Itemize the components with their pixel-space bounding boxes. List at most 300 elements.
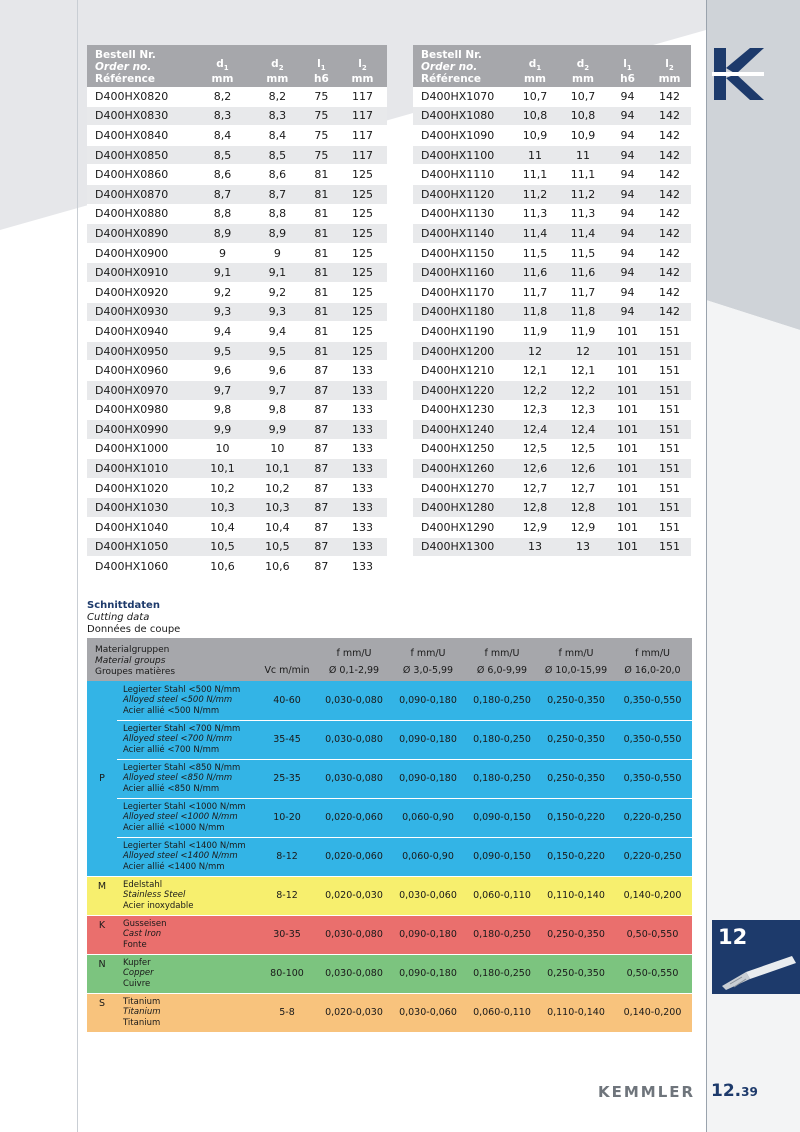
material-description: [117, 681, 257, 720]
feed-value: 0,150-0,220: [539, 837, 613, 876]
order-no-cell: D400HX1180: [413, 302, 511, 322]
l1-cell: 94: [607, 184, 648, 204]
d2-cell: 10: [250, 439, 305, 459]
order-no-cell: D400HX1220: [413, 380, 511, 400]
d1-cell: 9,7: [195, 380, 250, 400]
l1-cell: 101: [607, 459, 648, 479]
l1-cell: 81: [305, 341, 338, 361]
d1-cell: 12: [511, 341, 559, 361]
l2-cell: 117: [338, 87, 387, 106]
l2-cell: 142: [648, 263, 691, 283]
l1-cell: 81: [305, 243, 338, 263]
d1-cell: 8,2: [195, 87, 250, 106]
table-row: [413, 106, 691, 126]
cutting-header-row: [87, 638, 692, 681]
feed-value: 0,030-0,080: [317, 759, 391, 798]
table-row: [87, 224, 387, 244]
material-row: [87, 759, 692, 798]
feed-value: 0,090-0,150: [465, 798, 539, 837]
l2-cell: 125: [338, 224, 387, 244]
l1-cell: 81: [305, 302, 338, 322]
d2-cell: 10,5: [250, 537, 305, 557]
l2-cell: 133: [338, 361, 387, 381]
cutting-title-fr: Données de coupe: [87, 624, 181, 635]
material-name-fr: Acier allié <850 N/mm: [123, 783, 220, 794]
l1-cell: 101: [607, 322, 648, 342]
d1-cell: 11,6: [511, 263, 559, 283]
l2-cell: 125: [338, 322, 387, 342]
l2-cell: 142: [648, 282, 691, 302]
feed-value: 0,110-0,140: [539, 876, 613, 915]
table-row: [87, 341, 387, 361]
order-no-cell: D400HX0900: [87, 243, 195, 263]
l2-cell: 125: [338, 243, 387, 263]
l2-cell: 133: [338, 478, 387, 498]
l2-cell: 117: [338, 126, 387, 146]
l2-cell: 142: [648, 145, 691, 165]
order-no-cell: D400HX1110: [413, 165, 511, 185]
order-no-cell: D400HX1280: [413, 498, 511, 518]
l1-cell: 75: [305, 145, 338, 165]
material-name-en: Copper: [123, 968, 154, 979]
l2-cell: 117: [338, 106, 387, 126]
l1-cell: 94: [607, 224, 648, 244]
material-name-de: Kupfer: [123, 957, 151, 968]
l2-cell: 151: [648, 478, 691, 498]
l2-cell: 142: [648, 302, 691, 322]
table-row: [413, 518, 691, 538]
d1-cell: 12,4: [511, 420, 559, 440]
l1-cell: 101: [607, 537, 648, 557]
d2-cell: 10,8: [559, 106, 607, 126]
l1-cell: 87: [305, 478, 338, 498]
vc-value: 8-12: [257, 876, 317, 915]
order-no-cell: D400HX1120: [413, 184, 511, 204]
feed-value: 0,060-0,90: [391, 837, 465, 876]
material-groups-header: Materialgruppen Material groups Groupes matières: [87, 638, 257, 681]
feed-value: 0,140-0,200: [613, 993, 692, 1032]
d2-cell: 12,9: [559, 518, 607, 538]
material-name-en: Alloyed steel <500 N/mm: [123, 695, 233, 705]
table-row: [87, 322, 387, 342]
order-no-cell: D400HX0840: [87, 126, 195, 146]
material-name-de: Legierter Stahl <1400 N/mm: [123, 840, 246, 851]
feed-value: 0,50-0,550: [613, 954, 692, 993]
feed-value: 0,220-0,250: [613, 798, 692, 837]
l1-cell: 75: [305, 106, 338, 126]
d2-cell: 8,2: [250, 87, 305, 106]
d1-cell: 12,5: [511, 439, 559, 459]
l1-cell: 87: [305, 557, 338, 577]
vc-value: 10-20: [257, 798, 317, 837]
l1-cell: 101: [607, 439, 648, 459]
l1-cell: 101: [607, 341, 648, 361]
l1-cell: 75: [305, 126, 338, 146]
order-no-cell: D400HX0890: [87, 224, 195, 244]
feed-value: 0,060-0,110: [465, 993, 539, 1032]
l1-cell: 101: [607, 498, 648, 518]
order-no-cell: D400HX1300: [413, 537, 511, 557]
order-no-cell: D400HX1100: [413, 145, 511, 165]
d2-cell: 11,1: [559, 165, 607, 185]
l1-cell: 94: [607, 145, 648, 165]
d1-cell: 9,1: [195, 263, 250, 283]
material-name-en: Stainless Steel: [123, 890, 186, 901]
material-name-en: Alloyed steel <700 N/mm: [123, 734, 233, 745]
d1-cell: 11,1: [511, 165, 559, 185]
d1-cell: 11,5: [511, 243, 559, 263]
d2-cell: 11,3: [559, 204, 607, 224]
material-row: [87, 837, 692, 876]
order-no-cell: D400HX1060: [87, 557, 195, 577]
order-no-cell: D400HX0980: [87, 400, 195, 420]
d2-cell: 11,4: [559, 224, 607, 244]
l2-cell: 142: [648, 165, 691, 185]
l2-cell: 142: [648, 204, 691, 224]
d1-cell: 10,6: [195, 557, 250, 577]
page-number: 12.39: [711, 1081, 758, 1101]
l1-cell: 87: [305, 459, 338, 479]
d2-cell: 12,4: [559, 420, 607, 440]
d2-cell: 10,2: [250, 478, 305, 498]
d2-cell: 10,6: [250, 557, 305, 577]
end-mill-tool-image: [716, 952, 798, 990]
header-d1: $d_1$ mm: [511, 45, 559, 87]
feed-value: 0,030-0,080: [317, 954, 391, 993]
material-name-fr: Acier allié <1400 N/mm: [123, 861, 225, 872]
material-name-fr: Acier allié <1000 N/mm: [123, 822, 225, 833]
table-row: [413, 224, 691, 244]
table-row: [413, 478, 691, 498]
order-no-cell: D400HX1030: [87, 498, 195, 518]
d2-cell: 12,5: [559, 439, 607, 459]
material-group-code: P: [87, 681, 117, 876]
vc-value: 5-8: [257, 993, 317, 1032]
material-name-fr: Acier inoxydable: [123, 900, 194, 911]
table-row: [413, 537, 691, 557]
vc-value: 30-35: [257, 915, 317, 954]
left-margin-rule: [77, 0, 78, 1132]
d2-cell: 11: [559, 145, 607, 165]
l1-cell: 81: [305, 184, 338, 204]
d1-cell: 11,8: [511, 302, 559, 322]
material-row: [87, 915, 692, 954]
material-row: [87, 681, 692, 720]
d2-cell: 8,5: [250, 145, 305, 165]
d1-cell: 8,9: [195, 224, 250, 244]
table-header-row: [413, 45, 691, 87]
table-row: [413, 282, 691, 302]
feed-value: 0,50-0,550: [613, 915, 692, 954]
feed-header-4: f mm/U Ø 10,0-15,99: [539, 638, 613, 681]
table-row: [413, 341, 691, 361]
order-no-cell: D400HX1240: [413, 420, 511, 440]
table-row: [413, 380, 691, 400]
table-row: [87, 302, 387, 322]
d1-cell: 10,4: [195, 518, 250, 538]
l2-cell: 125: [338, 341, 387, 361]
l2-cell: 151: [648, 380, 691, 400]
order-no-cell: D400HX1190: [413, 322, 511, 342]
table-row: [87, 282, 387, 302]
order-no-cell: D400HX1150: [413, 243, 511, 263]
l1-cell: 101: [607, 361, 648, 381]
material-name-en: Alloyed steel <850 N/mm: [123, 773, 233, 784]
order-no-cell: D400HX0990: [87, 420, 195, 440]
d1-cell: 12,8: [511, 498, 559, 518]
material-row: [87, 720, 692, 759]
l1-cell: 87: [305, 537, 338, 557]
l1-cell: 87: [305, 439, 338, 459]
material-name-de: Edelstahl: [123, 879, 163, 890]
order-no-cell: D400HX1010: [87, 459, 195, 479]
product-table-right: [413, 45, 691, 557]
table-row: [413, 204, 691, 224]
chapter-number: 12: [718, 925, 748, 949]
d2-cell: 11,5: [559, 243, 607, 263]
material-description: [117, 993, 257, 1032]
d1-cell: 9,3: [195, 302, 250, 322]
d2-cell: 8,7: [250, 184, 305, 204]
feed-value: 0,250-0,350: [539, 720, 613, 759]
d2-cell: 9,6: [250, 361, 305, 381]
table-row: [413, 498, 691, 518]
table-row: [87, 459, 387, 479]
l2-cell: 125: [338, 263, 387, 283]
header-l2: $l_2$ mm: [338, 45, 387, 87]
l1-cell: 94: [607, 126, 648, 146]
table-row: [87, 106, 387, 126]
order-no-cell: D400HX1290: [413, 518, 511, 538]
l2-cell: 133: [338, 420, 387, 440]
table-row: [87, 557, 387, 577]
header-order-no: Bestell Nr. Order no. Référence: [413, 45, 511, 87]
material-name-de: Gusseisen: [123, 918, 167, 929]
table-row: [413, 322, 691, 342]
l2-cell: 125: [338, 204, 387, 224]
d2-cell: 12,2: [559, 380, 607, 400]
d1-cell: 11,2: [511, 184, 559, 204]
d2-cell: 10,9: [559, 126, 607, 146]
order-no-cell: D400HX0960: [87, 361, 195, 381]
material-row: [87, 876, 692, 915]
l2-cell: 133: [338, 459, 387, 479]
order-no-cell: D400HX1000: [87, 439, 195, 459]
d1-cell: 8,8: [195, 204, 250, 224]
order-no-cell: D400HX0910: [87, 263, 195, 283]
material-name-de: Titanium: [123, 996, 161, 1007]
l1-cell: 81: [305, 224, 338, 244]
material-name-en: Cast Iron: [123, 929, 162, 940]
order-no-cell: D400HX1140: [413, 224, 511, 244]
d2-cell: 12,7: [559, 478, 607, 498]
d2-cell: 8,4: [250, 126, 305, 146]
vc-value: 35-45: [257, 720, 317, 759]
order-no-cell: D400HX0870: [87, 184, 195, 204]
d2-cell: 13: [559, 537, 607, 557]
cutting-data-title: [87, 600, 180, 636]
d1-cell: 9,8: [195, 400, 250, 420]
l1-cell: 94: [607, 282, 648, 302]
feed-value: 0,090-0,180: [391, 720, 465, 759]
feed-value: 0,250-0,350: [539, 759, 613, 798]
vc-value: 25-35: [257, 759, 317, 798]
feed-header-3: f mm/U Ø 6,0-9,99: [465, 638, 539, 681]
d2-cell: 8,6: [250, 165, 305, 185]
d1-cell: 12,1: [511, 361, 559, 381]
material-group-code: K: [87, 915, 117, 954]
material-group-code: N: [87, 954, 117, 993]
d2-cell: 11,2: [559, 184, 607, 204]
d2-cell: 9,9: [250, 420, 305, 440]
d2-cell: 9,1: [250, 263, 305, 283]
d1-cell: 10,7: [511, 87, 559, 106]
cutting-title-de: Schnittdaten: [87, 600, 160, 611]
material-description: [117, 798, 257, 837]
header-d1: $d_1$ mm: [195, 45, 250, 87]
material-description: [117, 759, 257, 798]
feed-value: 0,250-0,350: [539, 681, 613, 720]
d2-cell: 8,8: [250, 204, 305, 224]
l1-cell: 81: [305, 322, 338, 342]
l2-cell: 151: [648, 459, 691, 479]
d2-cell: 9,8: [250, 400, 305, 420]
table-row: [87, 165, 387, 185]
material-name-de: Legierter Stahl <500 N/mm: [123, 684, 241, 695]
header-order-no: Bestell Nr. Order no. Référence: [87, 45, 195, 87]
table-row: [413, 263, 691, 283]
d2-cell: 11,9: [559, 322, 607, 342]
d2-cell: 9,2: [250, 282, 305, 302]
d2-cell: 10,7: [559, 87, 607, 106]
d2-cell: 8,9: [250, 224, 305, 244]
d2-cell: 9,3: [250, 302, 305, 322]
feed-value: 0,350-0,550: [613, 720, 692, 759]
l1-cell: 94: [607, 263, 648, 283]
feed-value: 0,090-0,180: [391, 954, 465, 993]
d1-cell: 10,8: [511, 106, 559, 126]
d2-cell: 12,3: [559, 400, 607, 420]
l1-cell: 94: [607, 165, 648, 185]
d1-cell: 11,7: [511, 282, 559, 302]
d1-cell: 9,9: [195, 420, 250, 440]
l2-cell: 117: [338, 145, 387, 165]
feed-value: 0,110-0,140: [539, 993, 613, 1032]
l1-cell: 81: [305, 165, 338, 185]
d1-cell: 11,4: [511, 224, 559, 244]
d2-cell: 12,8: [559, 498, 607, 518]
d1-cell: 8,7: [195, 184, 250, 204]
material-group-code: S: [87, 993, 117, 1032]
l2-cell: 151: [648, 439, 691, 459]
d2-cell: 12,1: [559, 361, 607, 381]
table-row: [87, 420, 387, 440]
l2-cell: 125: [338, 282, 387, 302]
l2-cell: 151: [648, 420, 691, 440]
l2-cell: 142: [648, 106, 691, 126]
d1-cell: 8,5: [195, 145, 250, 165]
table-row: [87, 361, 387, 381]
d2-cell: 10,4: [250, 518, 305, 538]
d1-cell: 10,1: [195, 459, 250, 479]
d1-cell: 9,2: [195, 282, 250, 302]
l2-cell: 133: [338, 518, 387, 538]
feed-value: 0,090-0,180: [391, 681, 465, 720]
feed-value: 0,030-0,080: [317, 681, 391, 720]
material-name-fr: Titanium: [123, 1017, 161, 1028]
feed-header-5: f mm/U Ø 16,0-20,0: [613, 638, 692, 681]
table-row: [413, 361, 691, 381]
l2-cell: 151: [648, 341, 691, 361]
order-no-cell: D400HX0850: [87, 145, 195, 165]
table-row: [413, 184, 691, 204]
d1-cell: 10,3: [195, 498, 250, 518]
feed-value: 0,020-0,030: [317, 993, 391, 1032]
order-no-cell: D400HX0880: [87, 204, 195, 224]
d1-cell: 11: [511, 145, 559, 165]
order-no-cell: D400HX1040: [87, 518, 195, 538]
l2-cell: 142: [648, 126, 691, 146]
chapter-tab[interactable]: [712, 920, 800, 994]
l2-cell: 125: [338, 184, 387, 204]
d2-cell: 9,4: [250, 322, 305, 342]
feed-value: 0,220-0,250: [613, 837, 692, 876]
feed-value: 0,090-0,180: [391, 759, 465, 798]
material-group-code: M: [87, 876, 117, 915]
feed-value: 0,030-0,060: [391, 876, 465, 915]
d1-cell: 9: [195, 243, 250, 263]
l1-cell: 94: [607, 106, 648, 126]
material-row: [87, 954, 692, 993]
order-no-cell: D400HX1160: [413, 263, 511, 283]
feed-value: 0,350-0,550: [613, 681, 692, 720]
l1-cell: 87: [305, 498, 338, 518]
table-row: [413, 145, 691, 165]
feed-value: 0,090-0,150: [465, 837, 539, 876]
order-no-cell: D400HX1170: [413, 282, 511, 302]
order-no-cell: D400HX1130: [413, 204, 511, 224]
l1-cell: 94: [607, 302, 648, 322]
material-name-fr: Acier allié <700 N/mm: [123, 744, 220, 755]
d1-cell: 12,9: [511, 518, 559, 538]
d1-cell: 9,4: [195, 322, 250, 342]
feed-value: 0,060-0,90: [391, 798, 465, 837]
d1-cell: 12,3: [511, 400, 559, 420]
d1-cell: 8,3: [195, 106, 250, 126]
material-name-en: Titanium: [123, 1007, 161, 1018]
feed-value: 0,030-0,080: [317, 720, 391, 759]
l1-cell: 101: [607, 400, 648, 420]
table-row: [413, 126, 691, 146]
table-row: [87, 400, 387, 420]
table-row: [413, 459, 691, 479]
l1-cell: 101: [607, 380, 648, 400]
d1-cell: 10,5: [195, 537, 250, 557]
l2-cell: 142: [648, 184, 691, 204]
d1-cell: 12,7: [511, 478, 559, 498]
material-row: [87, 993, 692, 1032]
material-description: [117, 915, 257, 954]
l2-cell: 151: [648, 361, 691, 381]
vc-header: Vc m/min: [257, 638, 317, 681]
header-l1: $l_1$ h6: [305, 45, 338, 87]
feed-value: 0,180-0,250: [465, 915, 539, 954]
l2-cell: 133: [338, 380, 387, 400]
d2-cell: 9,7: [250, 380, 305, 400]
feed-value: 0,020-0,030: [317, 876, 391, 915]
table-row: [87, 145, 387, 165]
l1-cell: 87: [305, 400, 338, 420]
